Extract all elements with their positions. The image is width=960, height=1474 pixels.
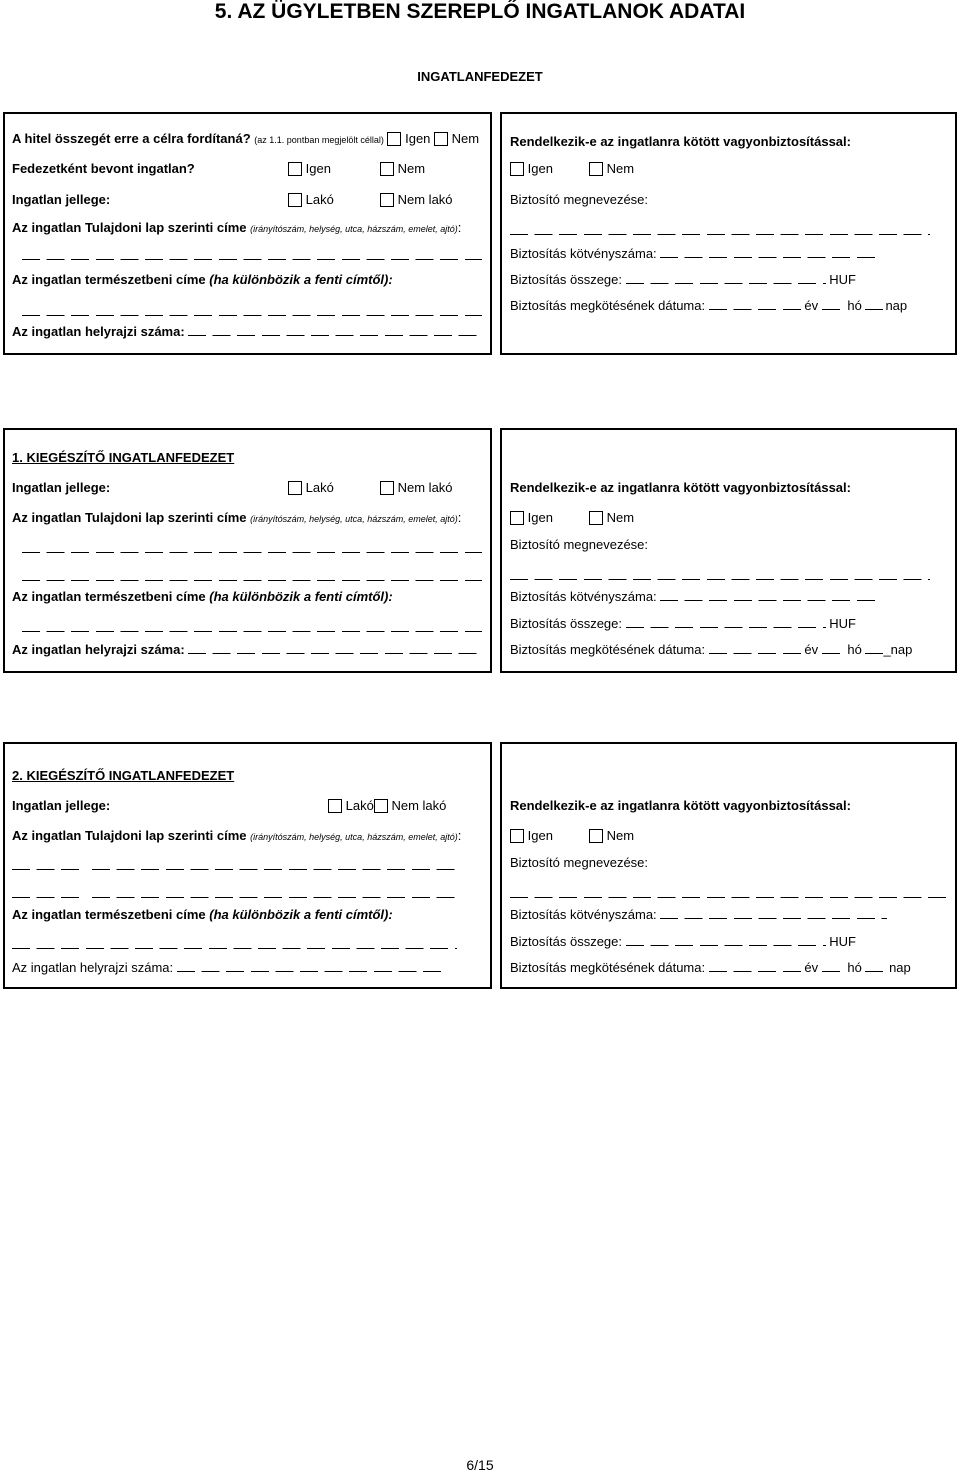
insurer-name-input[interactable]: [510, 570, 930, 580]
insured-amount-label: Biztosítás összege:: [510, 616, 622, 631]
insured-amount-row: [510, 616, 856, 631]
residential-label: Lakó: [305, 480, 334, 495]
registry-zip-input[interactable]: [12, 860, 82, 870]
residential-checkbox[interactable]: [288, 193, 302, 207]
month-label: hó: [847, 960, 862, 975]
residential-option: [288, 480, 334, 495]
yes-label: Igen: [527, 161, 553, 176]
insurance-no-option: [589, 161, 634, 176]
policy-number-input[interactable]: [660, 591, 877, 601]
contract-date-row: [510, 960, 911, 975]
physical-address-label: Az ingatlan természetbeni címe: [12, 589, 206, 604]
currency-label: HUF: [829, 934, 856, 949]
collateral-yes-option: [288, 161, 331, 176]
registry-address-note: (irányítószám, helység, utca, házszám, emelet, ajtó): [250, 832, 458, 842]
insured-amount-row: [510, 934, 856, 949]
registry-address-input[interactable]: [22, 250, 482, 260]
insurance-no-option: [589, 510, 634, 525]
registry-address-label: Az ingatlan Tulajdoni lap szerinti címe: [12, 828, 247, 843]
collateral-label: Fedezetként bevont ingatlan?: [12, 161, 195, 176]
parcel-number-label: Az ingatlan helyrajzi száma:: [12, 324, 185, 339]
insurance-no-checkbox[interactable]: [589, 162, 603, 176]
residential-checkbox[interactable]: [288, 481, 302, 495]
physical-address-input[interactable]: [12, 939, 457, 949]
yes-label: Igen: [305, 161, 331, 176]
non-residential-checkbox[interactable]: [380, 481, 394, 495]
parcel-number-label: Az ingatlan helyrajzi száma:: [12, 960, 174, 975]
month-input[interactable]: [822, 644, 844, 654]
colon: :: [457, 828, 462, 843]
non-residential-checkbox[interactable]: [374, 799, 388, 813]
insured-amount-label: Biztosítás összege:: [510, 934, 622, 949]
day-label: nap: [885, 298, 908, 313]
insured-amount-input[interactable]: [626, 274, 826, 284]
insurance-yes-checkbox[interactable]: [510, 829, 524, 843]
registry-address-row: [12, 510, 461, 525]
loan-purpose-yes-checkbox[interactable]: [387, 132, 401, 146]
no-label: Nem: [606, 828, 635, 843]
section-subtitle: INGATLANFEDEZET: [417, 69, 543, 84]
parcel-number-input[interactable]: [188, 326, 481, 336]
day-label: nap: [889, 960, 911, 975]
registry-address-input-2[interactable]: [92, 888, 457, 898]
page-title: 5. AZ ÜGYLETBEN SZEREPLŐ INGATLANOK ADATAI: [214, 0, 746, 23]
physical-address-row: [12, 272, 393, 287]
property-type-label: Ingatlan jellege:: [12, 192, 111, 207]
policy-number-label: Biztosítás kötvényszáma:: [510, 589, 657, 604]
residential-label: Lakó: [305, 192, 334, 207]
yes-label: Igen: [527, 828, 553, 843]
month-label: hó: [847, 642, 862, 657]
residential-option: [288, 192, 334, 207]
insurer-name-label: Biztosító megnevezése:: [510, 537, 649, 552]
colon: :: [457, 220, 462, 235]
insurance-yes-checkbox[interactable]: [510, 162, 524, 176]
insured-amount-input[interactable]: [626, 936, 826, 946]
no-label: Nem: [606, 161, 635, 176]
insurance-no-option: [589, 828, 634, 843]
policy-number-input[interactable]: [660, 909, 887, 919]
loan-purpose-label: A hitel összegét erre a célra fordítaná?: [12, 131, 251, 146]
no-label: Nem: [451, 131, 480, 146]
yes-label: Igen: [405, 131, 431, 146]
property-type-label: Ingatlan jellege:: [12, 480, 111, 495]
property-type-label: Ingatlan jellege:: [12, 798, 111, 813]
contract-date-label: Biztosítás megkötésének dátuma:: [510, 298, 706, 313]
insurance-yes-option: [510, 510, 553, 525]
non-residential-label: Nem lakó: [391, 798, 447, 813]
insurance-question: Rendelkezik-e az ingatlanra kötött vagyonbiztosítással:: [510, 798, 851, 813]
physical-address-label: Az ingatlan természetbeni címe: [12, 272, 206, 287]
registry-address-note: (irányítószám, helység, utca, házszám, emelet, ajtó): [250, 224, 458, 234]
registry-address-input-2[interactable]: [22, 571, 482, 581]
policy-number-label: Biztosítás kötvényszáma:: [510, 246, 657, 261]
colon: :: [457, 510, 462, 525]
non-residential-label: Nem lakó: [397, 192, 453, 207]
contract-date-label: Biztosítás megkötésének dátuma:: [510, 642, 706, 657]
parcel-number-row: [12, 642, 481, 657]
year-input[interactable]: [709, 644, 801, 654]
parcel-number-label: Az ingatlan helyrajzi száma:: [12, 642, 185, 657]
insurer-name-label: Biztosító megnevezése:: [510, 855, 649, 870]
year-label: év: [804, 642, 819, 657]
extra2-heading: 2. KIEGÉSZÍTŐ INGATLANFEDEZET: [12, 768, 235, 783]
extra1-heading: 1. KIEGÉSZÍTŐ INGATLANFEDEZET: [12, 450, 235, 465]
policy-number-label: Biztosítás kötvényszáma:: [510, 907, 657, 922]
parcel-number-input[interactable]: [177, 962, 445, 972]
insurance-question: Rendelkezik-e az ingatlanra kötött vagyonbiztosítással:: [510, 134, 851, 149]
non-residential-checkbox[interactable]: [380, 193, 394, 207]
registry-zip-input-2[interactable]: [12, 888, 82, 898]
policy-number-row: [510, 907, 887, 922]
non-residential-option: [380, 480, 453, 495]
day-input[interactable]: [865, 300, 885, 310]
month-input[interactable]: [822, 300, 844, 310]
policy-number-input[interactable]: [660, 248, 877, 258]
collateral-no-option: [380, 161, 425, 176]
insurance-yes-checkbox[interactable]: [510, 511, 524, 525]
non-residential-option: [380, 192, 453, 207]
parcel-number-row: [12, 324, 481, 339]
day-input[interactable]: [865, 644, 883, 654]
physical-address-note: (ha különbözik a fenti címtől):: [209, 589, 393, 604]
month-input[interactable]: [822, 962, 844, 972]
insurer-name-label: Biztosító megnevezése:: [510, 192, 649, 207]
contract-date-row: [510, 298, 907, 313]
contract-date-row: [510, 642, 912, 657]
currency-label: HUF: [829, 272, 856, 287]
registry-address-label: Az ingatlan Tulajdoni lap szerinti címe: [12, 510, 247, 525]
collateral-no-checkbox[interactable]: [380, 162, 394, 176]
physical-address-note: (ha különbözik a fenti címtől):: [209, 272, 393, 287]
currency-label: HUF: [829, 616, 856, 631]
insurance-no-checkbox[interactable]: [589, 511, 603, 525]
collateral-yes-checkbox[interactable]: [288, 162, 302, 176]
non-residential-label: Nem lakó: [397, 480, 453, 495]
physical-address-row: [12, 589, 393, 604]
registry-address-input[interactable]: [22, 543, 482, 553]
registry-address-row: [12, 220, 461, 235]
registry-address-input[interactable]: [92, 860, 457, 870]
residential-checkbox[interactable]: [328, 799, 342, 813]
year-input[interactable]: [709, 962, 801, 972]
insurance-yes-option: [510, 161, 553, 176]
yes-label: Igen: [527, 510, 553, 525]
no-label: Nem: [397, 161, 426, 176]
month-label: hó: [847, 298, 862, 313]
loan-purpose-note: (az 1.1. pontban megjelölt céllal): [254, 135, 384, 145]
registry-address-label: Az ingatlan Tulajdoni lap szerinti címe: [12, 220, 247, 235]
insured-amount-row: [510, 272, 856, 287]
year-label: év: [804, 960, 819, 975]
physical-address-row: [12, 907, 393, 922]
no-label: Nem: [606, 510, 635, 525]
physical-address-input[interactable]: [22, 622, 482, 632]
physical-address-label: Az ingatlan természetbeni címe: [12, 907, 206, 922]
insurer-name-input[interactable]: [510, 888, 946, 898]
loan-purpose-row: [12, 131, 479, 146]
parcel-number-row: [12, 960, 445, 975]
year-input[interactable]: [709, 300, 801, 310]
policy-number-row: [510, 589, 877, 604]
physical-address-input[interactable]: [22, 306, 482, 316]
insurance-question: Rendelkezik-e az ingatlanra kötött vagyonbiztosítással:: [510, 480, 851, 495]
insured-amount-label: Biztosítás összege:: [510, 272, 622, 287]
insurance-no-checkbox[interactable]: [589, 829, 603, 843]
day-label: _nap: [883, 642, 913, 657]
loan-purpose-no-checkbox[interactable]: [434, 132, 448, 146]
year-label: év: [804, 298, 819, 313]
registry-address-row: [12, 828, 461, 843]
insurer-name-input[interactable]: [510, 225, 930, 235]
insured-amount-input[interactable]: [626, 618, 826, 628]
day-input[interactable]: [865, 962, 885, 972]
contract-date-label: Biztosítás megkötésének dátuma:: [510, 960, 706, 975]
physical-address-note: (ha különbözik a fenti címtől):: [209, 907, 393, 922]
parcel-number-input[interactable]: [188, 644, 481, 654]
insurance-yes-option: [510, 828, 553, 843]
policy-number-row: [510, 246, 877, 261]
page-number: 6/15: [466, 1457, 494, 1473]
registry-address-note: (irányítószám, helység, utca, házszám, emelet, ajtó): [250, 514, 458, 524]
property-type-options: [328, 798, 446, 813]
residential-label: Lakó: [345, 798, 374, 813]
